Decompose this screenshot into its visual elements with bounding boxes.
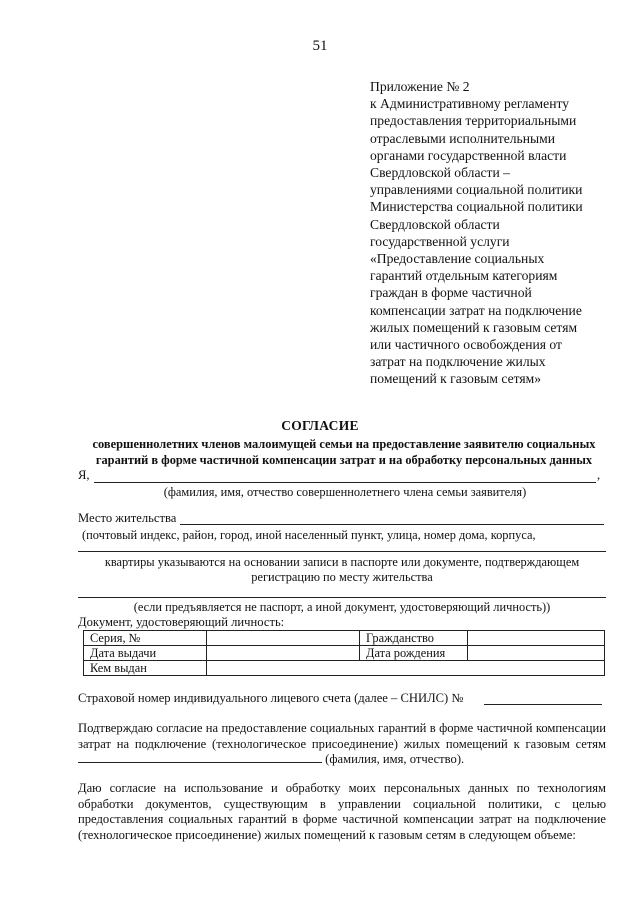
residence-caption: (почтовый индекс, район, город, иной населенный пункт, улица, номер дома, корпуса, xyxy=(82,528,536,542)
annex-line: жилых помещений к газовым сетям xyxy=(370,319,578,335)
residence-field[interactable] xyxy=(180,524,604,525)
i-suffix: , xyxy=(597,468,601,482)
annex-line: органами государственной власти xyxy=(370,147,567,163)
snils-field[interactable] xyxy=(484,704,602,705)
annex-line: компенсации затрат на подключение xyxy=(370,302,582,318)
residence-caption-2a: квартиры указываются на основании записи в паспорте или документе, подтверждающем xyxy=(104,555,580,569)
annex-line: или частичного освобождения от xyxy=(370,337,562,353)
residence-field-2[interactable] xyxy=(78,551,606,552)
document-label: Документ, удостоверяющий личность: xyxy=(78,615,285,629)
annex-line: к Административному регламенту xyxy=(370,96,570,112)
annex-line: «Предоставление социальных xyxy=(370,251,545,267)
subtitle-line: гарантий в форме частичной компенсации затрат и на обработку персональных данных xyxy=(95,453,593,467)
document-title: СОГЛАСИЕ xyxy=(281,418,359,433)
snils-label: Страховой номер индивидуального лицевого счета (далее – СНИЛС) № xyxy=(78,691,464,705)
issued-by-value[interactable] xyxy=(207,661,605,676)
residence-caption-2b: регистрацию по месту жительства xyxy=(251,570,433,584)
annex-line: гарантий отдельным категориям xyxy=(370,268,558,284)
annex-line: Министерства социальной политики xyxy=(370,199,583,215)
consent-paragraph-1 xyxy=(78,721,606,768)
annex-line: Приложение № 2 xyxy=(370,79,470,94)
identity-document-table xyxy=(83,630,605,676)
issue-date-value[interactable] xyxy=(207,646,360,661)
beneficiary-name-field[interactable] xyxy=(78,752,322,763)
annex-line: предоставления территориальными xyxy=(370,113,577,129)
issue-date-label: Дата выдачи xyxy=(84,646,207,661)
issued-by-label: Кем выдан xyxy=(84,661,207,676)
annex-line: государственной услуги xyxy=(370,233,510,249)
consent1-line-3 xyxy=(78,752,606,768)
annex-line: затрат на подключение жилых xyxy=(370,354,546,370)
consent2-line: обработки документов, существующим в управлении социальной политики, с целью xyxy=(78,796,606,811)
series-value[interactable] xyxy=(207,631,360,646)
consent2-line: (технологическое присоединение) жилых помещений к газовым сетям в следующем объеме: xyxy=(78,827,576,842)
citizenship-label: Гражданство xyxy=(360,631,468,646)
birth-date-value[interactable] xyxy=(468,646,605,661)
annex-line: отраслевыми исполнительными xyxy=(370,130,556,146)
annex-line: помещений к газовым сетям» xyxy=(370,371,542,387)
series-label: Серия, № xyxy=(84,631,207,646)
annex-header xyxy=(370,78,620,388)
document-caption: (если предъявляется не паспорт, а иной документ, удостоверяющий личность)) xyxy=(133,600,551,614)
name-caption: (фамилия, имя, отчество совершеннолетнего члена семьи заявителя) xyxy=(163,485,527,499)
residence-label: Место жительства xyxy=(78,511,177,525)
annex-line: Свердловской области xyxy=(370,216,500,232)
i-prefix: Я, xyxy=(78,468,90,482)
page-number: 51 xyxy=(312,38,328,54)
consent1-line: Подтверждаю согласие на предоставление социальных гарантий в форме частичной компенсации xyxy=(78,721,606,735)
annex-line: управлениями социальной политики xyxy=(370,182,583,198)
annex-line: граждан в форме частичной xyxy=(370,285,532,301)
consent2-line: предоставления социальных гарантий в форме частичной компенсации затрат на подключение xyxy=(78,812,606,827)
annex-line: Свердловской области – xyxy=(370,165,510,181)
document-subtitle xyxy=(74,436,614,468)
birth-date-label: Дата рождения xyxy=(360,646,468,661)
residence-field-3[interactable] xyxy=(78,597,606,598)
consent1-line3-suffix: (фамилия, имя, отчество). xyxy=(325,752,465,767)
consent1-line: затрат на подключение (технологическое присоединение) жилых помещений к газовым сетям xyxy=(78,736,606,751)
consent2-line: Даю согласие на использование и обработку моих персональных данных по технологиям xyxy=(78,781,606,795)
name-field[interactable] xyxy=(94,482,596,483)
subtitle-line: совершеннолетних членов малоимущей семьи на предоставление заявителю социальных xyxy=(92,437,596,451)
consent-paragraph-2 xyxy=(78,781,606,843)
citizenship-value[interactable] xyxy=(468,631,605,646)
